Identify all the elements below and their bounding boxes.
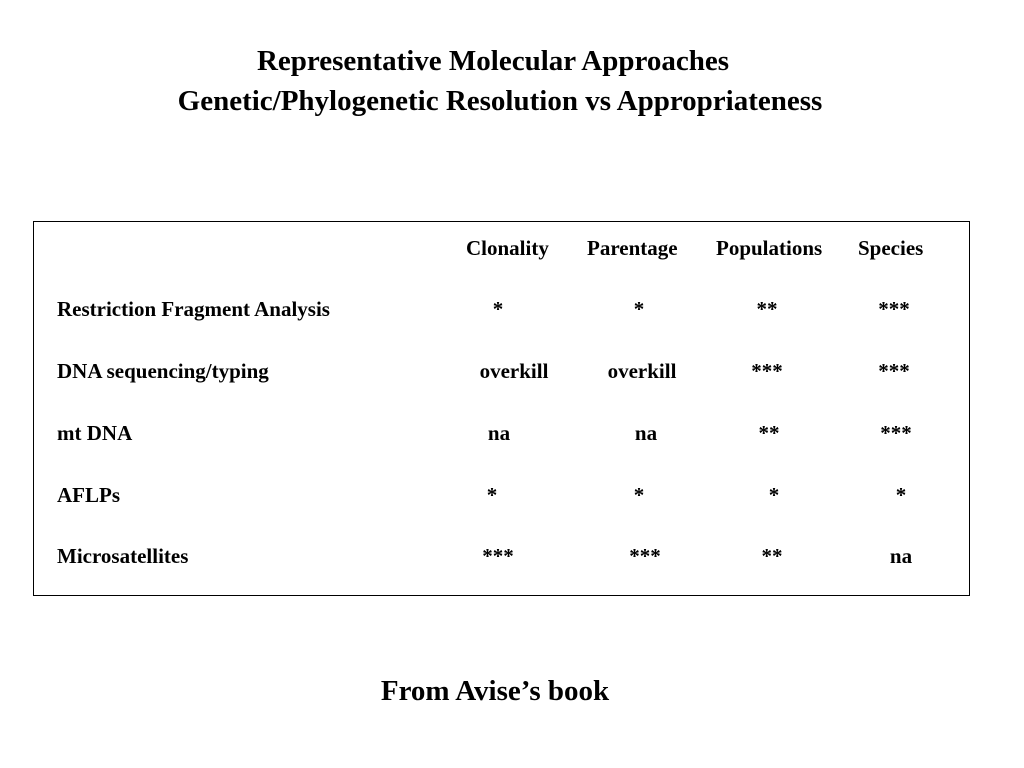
table-cell: *** bbox=[880, 421, 912, 445]
table-cell: * bbox=[492, 297, 504, 321]
table-cell: * bbox=[768, 483, 780, 507]
table-cell: * bbox=[633, 483, 645, 507]
table-cell: *** bbox=[878, 297, 910, 321]
table-cell: overkill bbox=[479, 359, 549, 383]
table-cell: *** bbox=[629, 544, 661, 568]
table-cell: *** bbox=[751, 359, 783, 383]
table-cell: ** bbox=[756, 297, 778, 321]
row-label-mt-dna: mt DNA bbox=[57, 421, 133, 445]
table-cell: * bbox=[895, 483, 907, 507]
table-cell: overkill bbox=[607, 359, 677, 383]
title-line-1: Representative Molecular Approaches bbox=[256, 45, 729, 77]
table-cell: *** bbox=[482, 544, 514, 568]
source-note: From Avise’s book bbox=[380, 675, 610, 707]
column-header-populations: Populations bbox=[716, 236, 823, 260]
table-cell: ** bbox=[758, 421, 780, 445]
column-header-clonality: Clonality bbox=[466, 236, 549, 260]
table-cell: na bbox=[889, 544, 913, 568]
table-cell: * bbox=[633, 297, 645, 321]
row-label-microsatellites: Microsatellites bbox=[57, 544, 189, 568]
title-line-2: Genetic/Phylogenetic Resolution vs Appropriateness bbox=[177, 85, 823, 117]
column-header-species: Species bbox=[858, 236, 924, 260]
comparison-table bbox=[33, 221, 970, 596]
table-cell: na bbox=[634, 421, 658, 445]
table-cell: * bbox=[486, 483, 498, 507]
table-cell: na bbox=[487, 421, 511, 445]
column-header-parentage: Parentage bbox=[587, 236, 678, 260]
table-cell: *** bbox=[878, 359, 910, 383]
table-cell: ** bbox=[761, 544, 783, 568]
row-label-dna-sequencing-typing: DNA sequencing/typing bbox=[57, 359, 269, 383]
row-label-restriction-fragment-analysis: Restriction Fragment Analysis bbox=[57, 297, 330, 321]
row-label-aflps: AFLPs bbox=[57, 483, 120, 507]
